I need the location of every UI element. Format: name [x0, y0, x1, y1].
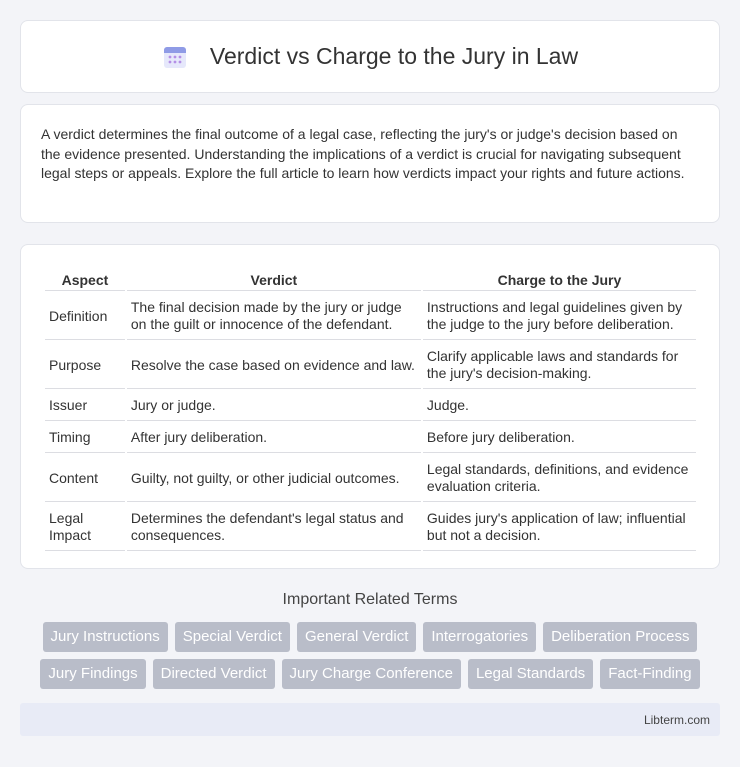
related-term-tag[interactable]: Interrogatories: [423, 622, 536, 652]
row-aspect: Legal Impact: [45, 504, 125, 551]
row-charge: Legal standards, definitions, and evidence evaluation criteria.: [423, 455, 696, 502]
related-term-tag[interactable]: General Verdict: [297, 622, 416, 652]
footer: [20, 703, 720, 736]
row-verdict: Determines the defendant's legal status and consequences.: [127, 504, 421, 551]
related-term-tag[interactable]: Special Verdict: [175, 622, 290, 652]
table-row: [45, 342, 696, 389]
row-charge: Instructions and legal guidelines given by the judge to the jury before deliberation.: [423, 293, 696, 340]
row-verdict: Guilty, not guilty, or other judicial outcomes.: [127, 455, 421, 502]
footer-site-link[interactable]: Libterm.com: [643, 712, 710, 727]
table-row: [45, 293, 696, 340]
table-row: [45, 504, 696, 551]
related-term-tag[interactable]: Directed Verdict: [153, 659, 275, 689]
related-term-tag[interactable]: Fact-Finding: [600, 659, 699, 689]
row-aspect: Purpose: [45, 342, 125, 389]
intro-card: [20, 104, 720, 223]
related-term-tag[interactable]: Jury Charge Conference: [282, 659, 461, 689]
comparison-card: [20, 244, 720, 569]
row-charge: Clarify applicable laws and standards for the jury's decision-making.: [423, 342, 696, 389]
related-terms-list: [20, 622, 720, 689]
calendar-icon: [162, 44, 188, 70]
related-term-tag[interactable]: Jury Findings: [40, 659, 145, 689]
column-header-charge: Charge to the Jury: [423, 269, 696, 291]
related-terms-title: Important Related Terms: [282, 591, 458, 608]
table-row: [45, 391, 696, 421]
related-term-tag[interactable]: Jury Instructions: [43, 622, 168, 652]
row-verdict: The final decision made by the jury or judge on the guilt or innocence of the defendant.: [127, 293, 421, 340]
comparison-table: [43, 267, 698, 553]
row-aspect: Definition: [45, 293, 125, 340]
row-charge: Before jury deliberation.: [423, 423, 696, 453]
row-verdict: Jury or judge.: [127, 391, 421, 421]
column-header-aspect: Aspect: [45, 269, 125, 291]
row-charge: Guides jury's application of law; influential but not a decision.: [423, 504, 696, 551]
row-aspect: Issuer: [45, 391, 125, 421]
table-row: [45, 423, 696, 453]
table-row: [45, 455, 696, 502]
intro-text: A verdict determines the final outcome of a legal case, reflecting the jury's or judge's decision based on the evidence presented. Understanding the implications of a verdict is crucial for navigating subsequent legal steps or appeals. Explore the full article to learn how verdicts impact your rights and future actions.: [41, 126, 685, 181]
related-term-tag[interactable]: Legal Standards: [468, 659, 593, 689]
row-aspect: Timing: [45, 423, 125, 453]
header-card: [20, 20, 720, 93]
row-aspect: Content: [45, 455, 125, 502]
row-verdict: Resolve the case based on evidence and law.: [127, 342, 421, 389]
row-charge: Judge.: [423, 391, 696, 421]
column-header-verdict: Verdict: [127, 269, 421, 291]
related-term-tag[interactable]: Deliberation Process: [543, 622, 697, 652]
table-header-row: [45, 269, 696, 291]
page-title: Verdict vs Charge to the Jury in Law: [209, 43, 579, 69]
row-verdict: After jury deliberation.: [127, 423, 421, 453]
